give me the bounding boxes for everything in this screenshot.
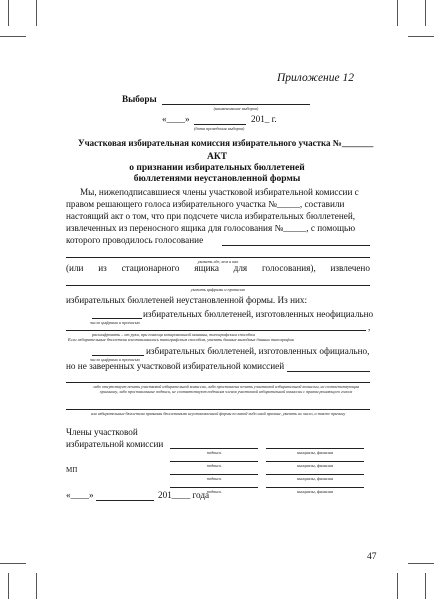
crop-mark bbox=[8, 0, 9, 26]
line-unofficial: избирательных бюллетеней, изготовленных неофициально bbox=[143, 309, 374, 319]
official-count-line bbox=[92, 355, 144, 356]
or-stationary-line bbox=[66, 263, 370, 273]
signature-line-1 bbox=[170, 448, 258, 449]
initials-line-3 bbox=[266, 474, 364, 475]
unofficial-method-line bbox=[66, 330, 366, 331]
members-label-2: избирательной комиссии bbox=[66, 439, 164, 449]
act-title: АКТ bbox=[206, 152, 228, 162]
page-number: 47 bbox=[367, 552, 377, 562]
voting-place-line bbox=[222, 245, 370, 246]
caption-numbers: указать цифрами и прописью bbox=[190, 287, 246, 292]
line-official: избирательных бюллетеней, изготовленных официально, bbox=[146, 346, 370, 356]
para1-line5: которого проводилось голосование bbox=[66, 235, 204, 245]
initials-caption-3: инициалы, фамилия bbox=[297, 476, 333, 481]
crop-mark bbox=[397, 0, 398, 26]
crop-mark bbox=[8, 573, 9, 599]
commission-heading: Участковая избирательная комиссия избирательного участка №_______ bbox=[78, 138, 374, 148]
crop-mark bbox=[408, 36, 434, 37]
or-word-6: голосования), bbox=[261, 263, 316, 273]
initials-caption-1: инициалы, фамилия bbox=[297, 450, 333, 455]
signature-caption-1: подпись bbox=[206, 450, 222, 455]
initials-line-1 bbox=[266, 448, 364, 449]
elections-date-line bbox=[194, 124, 246, 125]
crop-mark bbox=[0, 36, 26, 37]
line-nonstandard: избирательных бюллетеней неустановленной формы. Из них: bbox=[66, 295, 308, 305]
crop-mark bbox=[425, 573, 426, 599]
or-word-4: ящика bbox=[194, 263, 219, 273]
crop-mark bbox=[425, 0, 426, 26]
crop-mark bbox=[0, 563, 26, 564]
or-word-5: для bbox=[233, 263, 248, 273]
elections-year: 201_ г. bbox=[251, 114, 277, 124]
voting-place-line-2 bbox=[66, 257, 370, 258]
or-word-1: (или bbox=[66, 263, 84, 273]
members-label-1: Члены участковой bbox=[66, 427, 138, 437]
elections-name-line bbox=[162, 104, 310, 105]
caption-other: или избирательные бюллетени признаны бюллетенями неустановленной формы по какой-либо иной причине, указать их число, а также причину bbox=[90, 411, 346, 416]
not-certified-reason-line bbox=[287, 371, 370, 372]
footer-date-day: «____» bbox=[66, 490, 94, 500]
caption-number-words-1: число цифрами и прописью bbox=[90, 320, 140, 325]
crop-mark bbox=[36, 0, 37, 26]
elections-date-day: «____» bbox=[162, 114, 190, 124]
elections-date-caption: (дата проведения выборов) bbox=[194, 126, 245, 131]
unofficial-count-line bbox=[92, 318, 142, 319]
para1-line2: правом решающего голоса избирательного участка №_____, составили bbox=[66, 199, 345, 209]
caption-seal: либо отсутствует печать участковой избирательной комиссии, либо проставлена печать участковой избирательной комиссии, не соответствующая оригиналу, либо проставленные подписи, не соответствуют подписям членов участковой избирательной комиссии с правом решающего голоса bbox=[92, 384, 360, 395]
crop-mark bbox=[397, 573, 398, 599]
or-word-3: стационарного bbox=[121, 263, 180, 273]
comma: , bbox=[368, 322, 371, 332]
mp-label: МП bbox=[66, 466, 78, 474]
not-certified-reason-line-2 bbox=[66, 382, 370, 383]
caption-typographic: Если избирательные бюллетени изготавливались типографским способом, указать данные выходных данных типографии bbox=[68, 337, 294, 342]
elections-caption: (наименование выборов) bbox=[213, 106, 259, 111]
crop-mark bbox=[408, 563, 434, 564]
signature-caption-4: подпись bbox=[206, 489, 222, 494]
signature-caption-3: подпись bbox=[206, 476, 222, 481]
act-subtitle-2: бюллетенями неустановленной формы bbox=[133, 174, 301, 184]
initials-caption-4: инициалы, фамилия bbox=[297, 489, 333, 494]
signature-caption-2: подпись bbox=[206, 463, 222, 468]
initials-line-4 bbox=[266, 487, 364, 488]
or-word-2: из bbox=[98, 263, 107, 273]
initials-caption-2: инициалы, фамилия bbox=[297, 463, 333, 468]
elections-label: Выборы bbox=[122, 94, 157, 104]
line-not-certified: но не заверенных участковой избирательной комиссией bbox=[66, 361, 285, 371]
appendix-label: Приложение 12 bbox=[276, 72, 354, 84]
para1-line3: настоящий акт о том, что при подсчете числа избирательных бюллетеней, bbox=[66, 211, 356, 221]
signature-line-2 bbox=[170, 461, 258, 462]
other-reason-line bbox=[66, 409, 370, 410]
or-word-7: извлечено bbox=[330, 263, 370, 273]
act-subtitle-1: о признании избирательных бюллетеней bbox=[129, 163, 305, 173]
caption-where-whom: указать где, кем и как bbox=[197, 259, 239, 264]
crop-mark bbox=[36, 573, 37, 599]
footer-date-month-line bbox=[96, 500, 154, 501]
initials-line-2 bbox=[266, 461, 364, 462]
signature-line-3 bbox=[170, 474, 258, 475]
signature-line-4 bbox=[170, 487, 258, 488]
caption-number-words-2: число цифрами и прописью bbox=[90, 357, 140, 362]
para1-line1: Мы, нижеподписавшиеся члены участковой избирательной комиссии с bbox=[80, 187, 359, 197]
caption-decipher: расшифровать – от руки, при помощи копировальной машины, типографским способом bbox=[92, 332, 255, 337]
footer-date-year: 201____ года bbox=[158, 490, 210, 500]
extracted-count-line bbox=[66, 285, 370, 286]
para1-line4: извлеченных из переносного ящика для голосования №_____, с помощью bbox=[66, 223, 356, 233]
